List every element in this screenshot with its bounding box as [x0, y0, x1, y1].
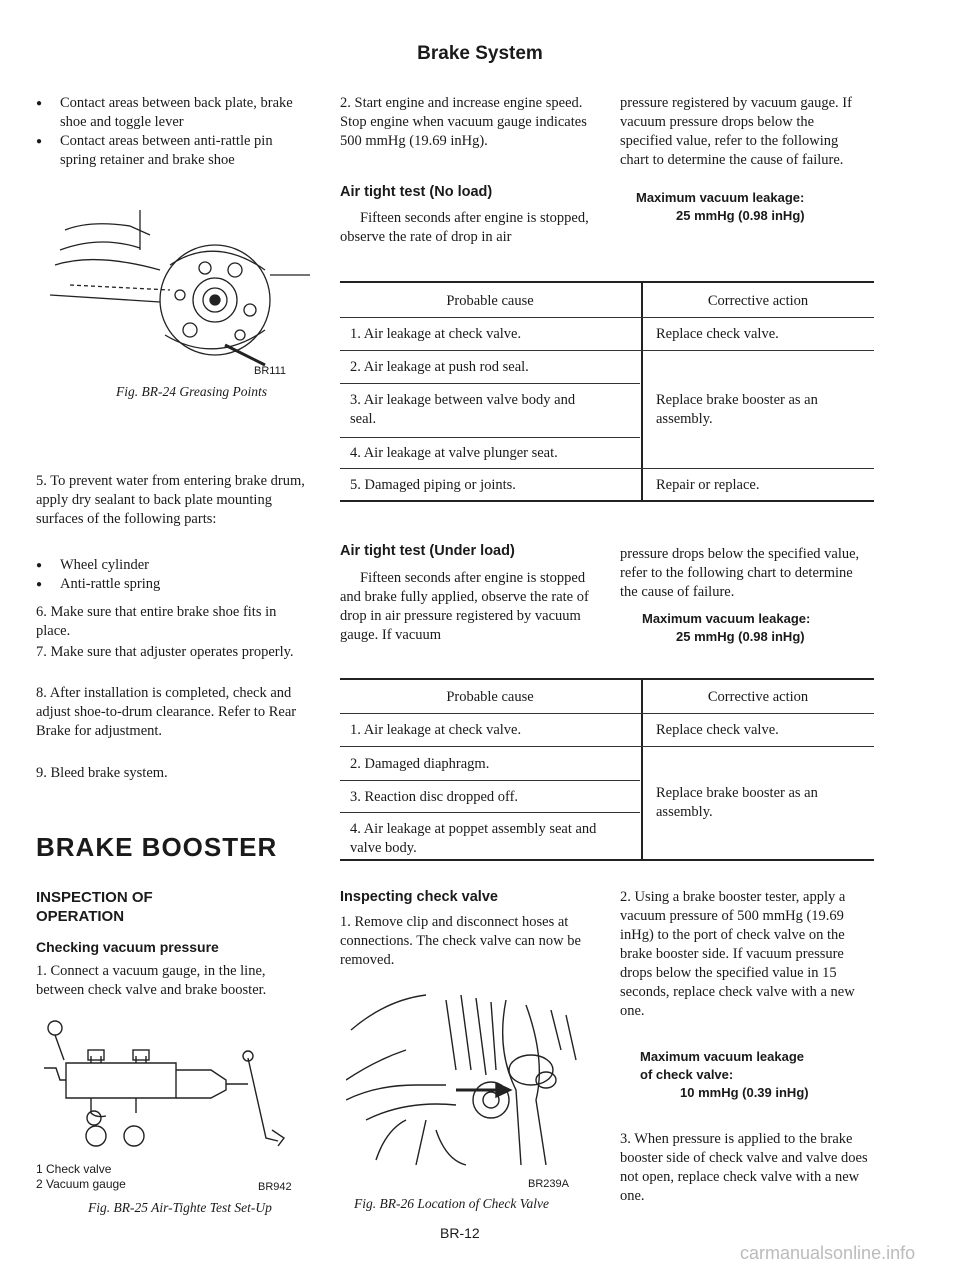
spec-value: 10 mmHg (0.39 inHg) — [680, 1085, 809, 1100]
check-valve-step-2: 2. Using a brake booster tester, apply a vacuum pressure of 500 mmHg (19.69 inHg) to the port of check valve on the brake booster side. If vacuum pressure drops below the specified value in 15 seconds, replace check valve with a new one. — [620, 889, 855, 1019]
list-item: ● Contact areas between anti-rattle pin spring retainer and brake shoe — [36, 132, 308, 170]
table-rule — [340, 281, 874, 283]
table-rule — [340, 678, 874, 680]
subsection-title-airtight-noload: Air tight test (No load) — [340, 184, 493, 200]
figure-caption: Fig. BR-24 Greasing Points — [116, 384, 267, 399]
list-item: ● Anti-rattle spring — [36, 575, 308, 594]
table-cell: Replace check valve. — [656, 326, 779, 342]
figure-caption: Fig. BR-25 Air-Tighte Test Set-Up — [88, 1200, 272, 1215]
figure-code: BR942 — [258, 1181, 292, 1193]
check-valve-location-figure — [346, 990, 590, 1170]
figure-legend — [36, 1162, 126, 1192]
parts-list — [36, 556, 308, 594]
table-cell: 4. Air leakage at poppet assembly seat and valve body. — [350, 821, 597, 856]
vacuum-text: pressure drops below the specified value, refer to the following chart to determine the cause of failure. — [620, 546, 860, 600]
table-cell: Replace check valve. — [656, 722, 779, 738]
spec-label: Maximum vacuum leakage: — [642, 611, 811, 626]
vacuum-text: pressure registered by vacuum gauge. If vacuum pressure drops below the specified value, refer to the following chart to determine the cause of failure. — [620, 95, 852, 168]
air-tight-setup-figure — [36, 1018, 308, 1158]
step-6: 6. Make sure that entire brake shoe fits in place. — [36, 604, 277, 639]
figure-caption: Fig. BR-26 Location of Check Valve — [354, 1196, 549, 1211]
subsection-title-checking: Checking vacuum pressure — [36, 939, 219, 955]
table-cell: 3. Air leakage between valve body and seal. — [350, 392, 576, 427]
table-header-cause: Probable cause — [446, 293, 534, 309]
table-cell: 2. Air leakage at push rod seal. — [350, 359, 529, 375]
table-header-action: Corrective action — [707, 293, 809, 309]
subsection-title-check-valve: Inspecting check valve — [340, 889, 498, 905]
table-header-action: Corrective action — [707, 689, 809, 705]
step-8: 8. After installation is completed, check and adjust shoe-to-drum clearance. Refer to Rear Brake for adjustment. — [36, 685, 297, 739]
airtight-noload-text: Fifteen seconds after engine is stopped, observe the rate of drop in air — [340, 210, 589, 245]
table-cell: 1. Air leakage at check valve. — [350, 326, 522, 342]
subsection-title-airtight-load: Air tight test (Under load) — [340, 543, 515, 559]
section-title-brake-booster: BRAKE BOOSTER — [36, 832, 278, 862]
list-item: ● Contact areas between back plate, brake shoe and toggle lever — [36, 94, 308, 132]
legend-item: 2 Vacuum gauge — [36, 1177, 126, 1191]
table-cell: Replace brake booster as an assembly. — [656, 785, 818, 820]
check-valve-step-1: 1. Remove clip and disconnect hoses at connections. The check valve can now be removed. — [340, 914, 581, 968]
table-cell: 3. Reaction disc dropped off. — [350, 789, 519, 805]
step-7: 7. Make sure that adjuster operates properly. — [36, 644, 294, 660]
page-number: BR-12 — [440, 1225, 480, 1241]
greasing-points-figure — [40, 190, 310, 370]
table-cell: 5. Damaged piping or joints. — [350, 477, 516, 493]
watermark: carmanualsonline.info — [740, 1243, 916, 1263]
list-item: ● Wheel cylinder — [36, 556, 308, 575]
table-cell: Repair or replace. — [656, 477, 760, 493]
spec-label: Maximum vacuum leakage: — [636, 190, 805, 205]
spec-label: Maximum vacuum leakage — [640, 1049, 805, 1064]
step-2: 2. Start engine and increase engine speed. Stop engine when vacuum gauge indicates 500 mmHg (19.69 inHg). — [340, 95, 587, 149]
page-title: Brake System — [417, 43, 543, 64]
spec-value: 25 mmHg (0.98 inHg) — [676, 208, 805, 223]
spec-label: of check valve: — [640, 1067, 734, 1082]
figure-code: BR239A — [528, 1178, 569, 1190]
step-5: 5. To prevent water from entering brake drum, apply dry sealant to back plate mounting surfaces of the following parts: — [36, 473, 305, 527]
table-cell: 2. Damaged diaphragm. — [350, 756, 490, 772]
subsection-title-inspection: INSPECTION OF OPERATION — [36, 889, 153, 925]
greasing-list — [36, 94, 308, 170]
legend-item: 1 Check valve — [36, 1162, 112, 1176]
figure-code: BR111 — [254, 365, 287, 377]
spec-value: 25 mmHg (0.98 inHg) — [676, 629, 805, 644]
airtight-load-text: Fifteen seconds after engine is stopped and brake fully applied, observe the rate of drop in air pressure registered by vacuum gauge. If vacuum — [340, 570, 589, 643]
table-cell: Replace brake booster as an assembly. — [656, 392, 818, 427]
step-1: 1. Connect a vacuum gauge, in the line, between check valve and brake booster. — [36, 963, 267, 998]
table-cell: 4. Air leakage at valve plunger seat. — [350, 445, 558, 461]
step-9: 9. Bleed brake system. — [36, 765, 168, 781]
table-header-cause: Probable cause — [446, 689, 534, 705]
check-valve-step-3: 3. When pressure is applied to the brake booster side of check valve and valve does not open, replace check valve with a new one. — [620, 1131, 868, 1204]
table-cell: 1. Air leakage at check valve. — [350, 722, 522, 738]
